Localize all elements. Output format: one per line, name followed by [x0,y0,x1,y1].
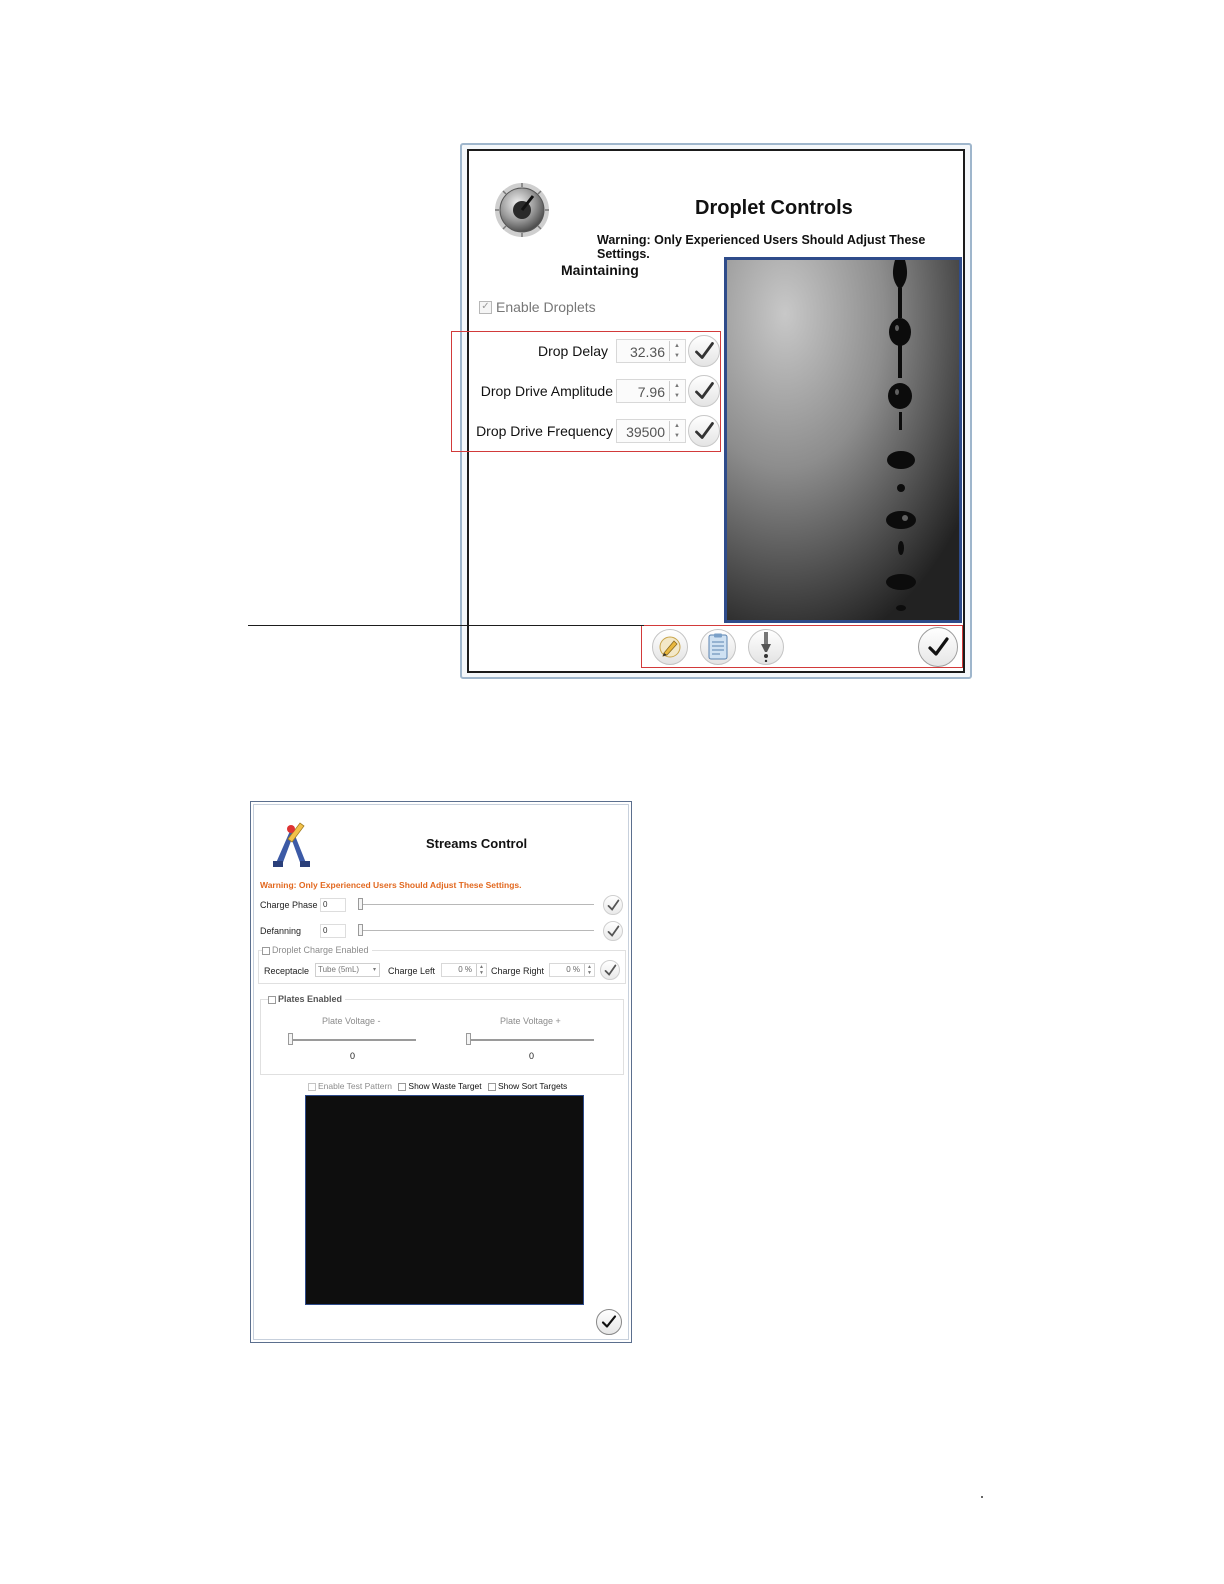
charge-left-spinner[interactable]: ▲ ▼ [476,964,486,976]
enable-droplets-label: Enable Droplets [496,299,596,315]
pencil-tool-icon [657,634,683,660]
plate-voltage-plus-slider[interactable] [466,1039,594,1041]
drop-delay-input[interactable] [616,339,686,363]
page-mark [981,1496,983,1498]
window-title: Droplet Controls [695,197,853,219]
charge-phase-slider-thumb[interactable] [358,898,363,910]
drop-drive-amplitude-value: 7.96 [637,384,665,400]
enable-test-pattern-label: Enable Test Pattern [318,1081,393,1091]
dial-icon [493,181,551,239]
charge-phase-slider[interactable] [358,904,594,905]
drop-drive-frequency-apply-button[interactable] [688,415,720,447]
show-waste-target-label: Show Waste Target [408,1081,482,1091]
section-title: Maintaining [561,262,639,278]
notes-button[interactable] [700,629,736,665]
plate-voltage-plus-label: Plate Voltage + [500,1016,561,1026]
edit-tool-button[interactable] [652,629,688,665]
checkbox-checked-icon: ✓ [479,301,492,314]
warning-text: Warning: Only Experienced Users Should Adjust These Settings. [597,233,926,261]
show-waste-target-checkbox[interactable] [398,1081,481,1091]
charge-phase-label: Charge Phase [260,900,318,910]
droplet-controls-window [460,143,972,679]
checkbox-icon [398,1083,406,1091]
droplet-charge-label: Droplet Charge Enabled [272,945,369,955]
charge-left-label: Charge Left [388,966,436,976]
drop-drive-amplitude-input[interactable] [616,379,686,403]
defanning-apply-button[interactable] [603,921,623,941]
defanning-slider-thumb[interactable] [358,924,363,936]
charge-right-value: 0 % [566,965,580,974]
plate-voltage-minus-slider[interactable] [288,1039,416,1041]
drop-drive-amplitude-apply-button[interactable] [688,375,720,407]
drop-delay-value: 32.36 [629,344,665,360]
charge-left-value: 0 % [458,965,472,974]
nozzle-icon [758,632,774,662]
defanning-input[interactable]: 0 [320,924,346,938]
drop-drive-frequency-spinner[interactable]: ▲ ▼ [669,421,684,441]
droplet-controls-panel [467,149,965,673]
streams-control-panel [253,804,629,1340]
drop-delay-label: Drop Delay [537,343,608,359]
checkbox-icon [488,1083,496,1091]
plate-voltage-minus-label: Plate Voltage - [322,1016,381,1026]
plates-enabled-label: Plates Enabled [278,994,343,1004]
ok-button[interactable] [596,1309,622,1335]
drop-drive-amplitude-spinner[interactable]: ▲ ▼ [669,381,684,401]
defanning-label: Defanning [260,926,302,936]
enable-droplets-checkbox[interactable] [479,299,596,315]
ok-button[interactable] [918,627,958,667]
nozzle-button[interactable] [748,629,784,665]
drop-drive-amplitude-label: Drop Drive Amplitude [480,383,613,399]
chevron-down-icon: ▾ [372,967,376,973]
drop-delay-spinner[interactable]: ▲ ▼ [669,341,684,361]
enable-test-pattern-checkbox[interactable] [308,1081,392,1091]
charge-right-input[interactable] [549,963,595,977]
plates-group [260,999,624,1075]
receptacle-label: Receptacle [264,966,310,976]
checkmark-icon [600,1313,618,1331]
window-title: Streams Control [426,836,528,851]
bottom-toolbar-highlight [641,625,963,668]
drop-drive-frequency-input[interactable] [616,419,686,443]
plate-voltage-plus-slider-thumb[interactable] [466,1033,471,1045]
streams-logo-icon [270,819,316,869]
receptacle-value: Tube (5mL) [318,965,360,974]
receptacle-select[interactable] [315,963,380,977]
drop-drive-frequency-label: Drop Drive Frequency [476,423,613,439]
callout-line [248,625,644,626]
test-pattern-options [308,1081,571,1091]
checkmark-icon [924,633,952,661]
parameter-group-highlight [451,331,721,452]
charge-phase-input[interactable]: 0 [320,898,346,912]
show-sort-targets-checkbox[interactable] [488,1081,567,1091]
show-sort-targets-label: Show Sort Targets [498,1081,568,1091]
charge-left-input[interactable] [441,963,487,977]
warning-text: Warning: Only Experienced Users Should Adjust These Settings. [260,880,522,890]
plates-enabled-checkbox[interactable] [268,994,345,1004]
streams-control-window [250,801,632,1343]
clipboard-icon [706,633,730,661]
plate-voltage-minus-slider-thumb[interactable] [288,1033,293,1045]
checkbox-icon [308,1083,316,1091]
charge-phase-apply-button[interactable] [603,895,623,915]
checkbox-icon [262,947,270,955]
plate-voltage-plus-value: 0 [529,1051,535,1061]
droplet-charge-checkbox[interactable] [262,945,372,955]
defanning-slider[interactable] [358,930,594,931]
plate-voltage-minus-value: 0 [350,1051,356,1061]
checkbox-icon [268,996,276,1004]
stream-camera-view [305,1095,584,1305]
droplet-stream-image [724,257,962,623]
drop-drive-frequency-value: 39500 [626,424,665,440]
charge-right-label: Charge Right [491,966,545,976]
charge-right-spinner[interactable]: ▲ ▼ [584,964,594,976]
drop-delay-apply-button[interactable] [688,335,720,367]
droplet-charge-apply-button[interactable] [600,960,620,980]
